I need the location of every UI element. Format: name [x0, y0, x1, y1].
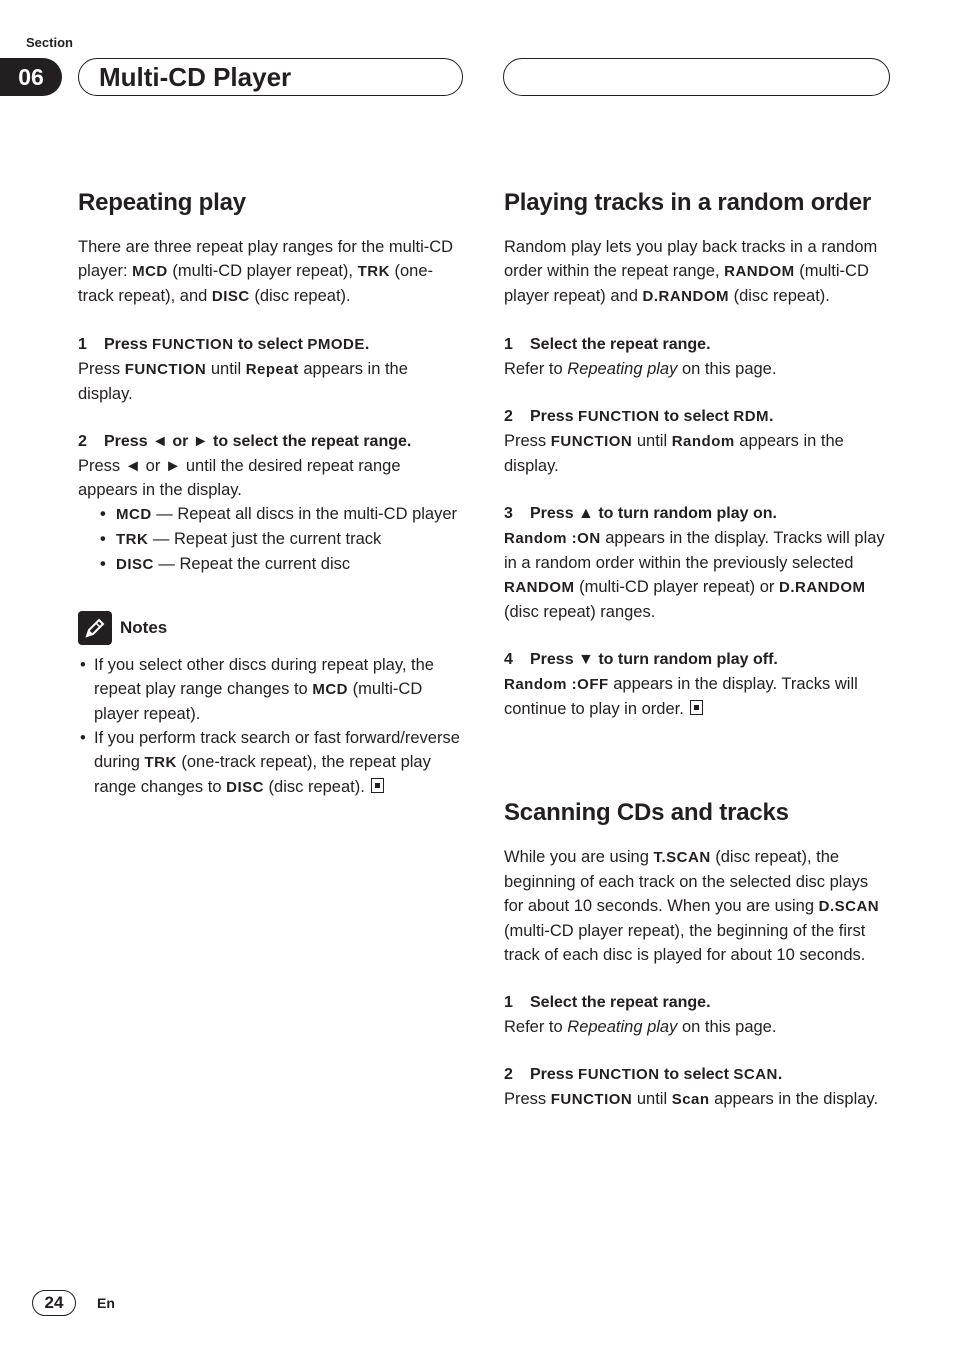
right-column [504, 185, 890, 1112]
scan-step-2-heading: 2 Press FUNCTION to select SCAN. [504, 1066, 783, 1083]
page-number: 24 [32, 1290, 76, 1316]
random-play-intro: Random play lets you play back tracks in a random order within the repeat range, RANDOM (multi-CD player repeat) and D.RANDOM (disc repeat). [504, 238, 878, 305]
left-column [78, 185, 463, 800]
repeating-play-intro: There are three repeat play ranges for the multi-CD player: MCD (multi-CD player repeat), TRK (one-track repeat), and DISC (disc repeat). [78, 238, 454, 305]
empty-header-box [503, 58, 890, 96]
scanning-intro: While you are using T.SCAN (disc repeat), the beginning of each track on the selected disc plays for about 10 seconds. When you are using D.SCAN (multi-CD player repeat), the beginning of the first track of each disc is played for about 10 seconds. [504, 848, 880, 964]
random-step-3-body: Random :ON appears in the display. Tracks will play in a random order within the previously selected RANDOM (multi-CD player repeat) or D.RANDOM (disc repeat) ranges. [504, 529, 885, 621]
random-step-2-heading: 2 Press FUNCTION to select RDM. [504, 408, 774, 425]
list-item: • TRK — Repeat just the current track [100, 527, 463, 552]
chapter-title-box [78, 58, 463, 96]
notes-header [78, 611, 463, 645]
page-language: En [97, 1295, 115, 1311]
end-of-section-icon [371, 778, 384, 793]
random-step-4-heading: 4 Press ▼ to turn random play off. [504, 651, 778, 668]
random-step-4-body: Random :OFF appears in the display. Tracks will continue to play in order. [504, 675, 858, 718]
repeat-range-list [78, 502, 463, 577]
random-play-heading: Playing tracks in a random order [504, 189, 872, 216]
end-of-section-icon [690, 700, 703, 715]
scan-step-1-heading: 1 Select the repeat range. [504, 994, 711, 1011]
repeat-step-2-body: Press ◄ or ► until the desired repeat range appears in the display. [78, 457, 401, 499]
note-item: • If you select other discs during repeat play, the repeat play range changes to MCD (multi-CD player repeat). [78, 653, 463, 726]
section-label: Section [26, 35, 73, 50]
random-step-2-body: Press FUNCTION until Random appears in the display. [504, 432, 844, 475]
repeating-play-heading: Repeating play [78, 189, 246, 216]
random-step-3-heading: 3 Press ▲ to turn random play on. [504, 505, 777, 522]
chapter-title: Multi-CD Player [99, 61, 292, 92]
repeat-step-2-heading: 2 Press ◄ or ► to select the repeat range. [78, 433, 412, 450]
pencil-icon [78, 611, 112, 645]
random-step-1-heading: 1 Select the repeat range. [504, 336, 711, 353]
note-item: • If you perform track search or fast forward/reverse during TRK (one-track repeat), the repeat play range changes to DISC (disc repeat). [78, 726, 463, 800]
list-item: • MCD — Repeat all discs in the multi-CD player [100, 502, 463, 527]
random-step-1-body: Refer to Repeating play on this page. [504, 360, 777, 378]
repeat-step-1-heading: 1 Press FUNCTION to select PMODE. [78, 336, 370, 353]
list-item: • DISC — Repeat the current disc [100, 552, 463, 577]
notes-list [78, 653, 463, 800]
notes-title: Notes [120, 618, 168, 637]
scan-step-1-body: Refer to Repeating play on this page. [504, 1018, 777, 1036]
scan-step-2-body: Press FUNCTION until Scan appears in the display. [504, 1090, 879, 1108]
scanning-heading: Scanning CDs and tracks [504, 799, 789, 826]
repeat-step-1-body: Press FUNCTION until Repeat appears in the display. [78, 360, 408, 403]
section-number-badge: 06 [0, 58, 62, 96]
